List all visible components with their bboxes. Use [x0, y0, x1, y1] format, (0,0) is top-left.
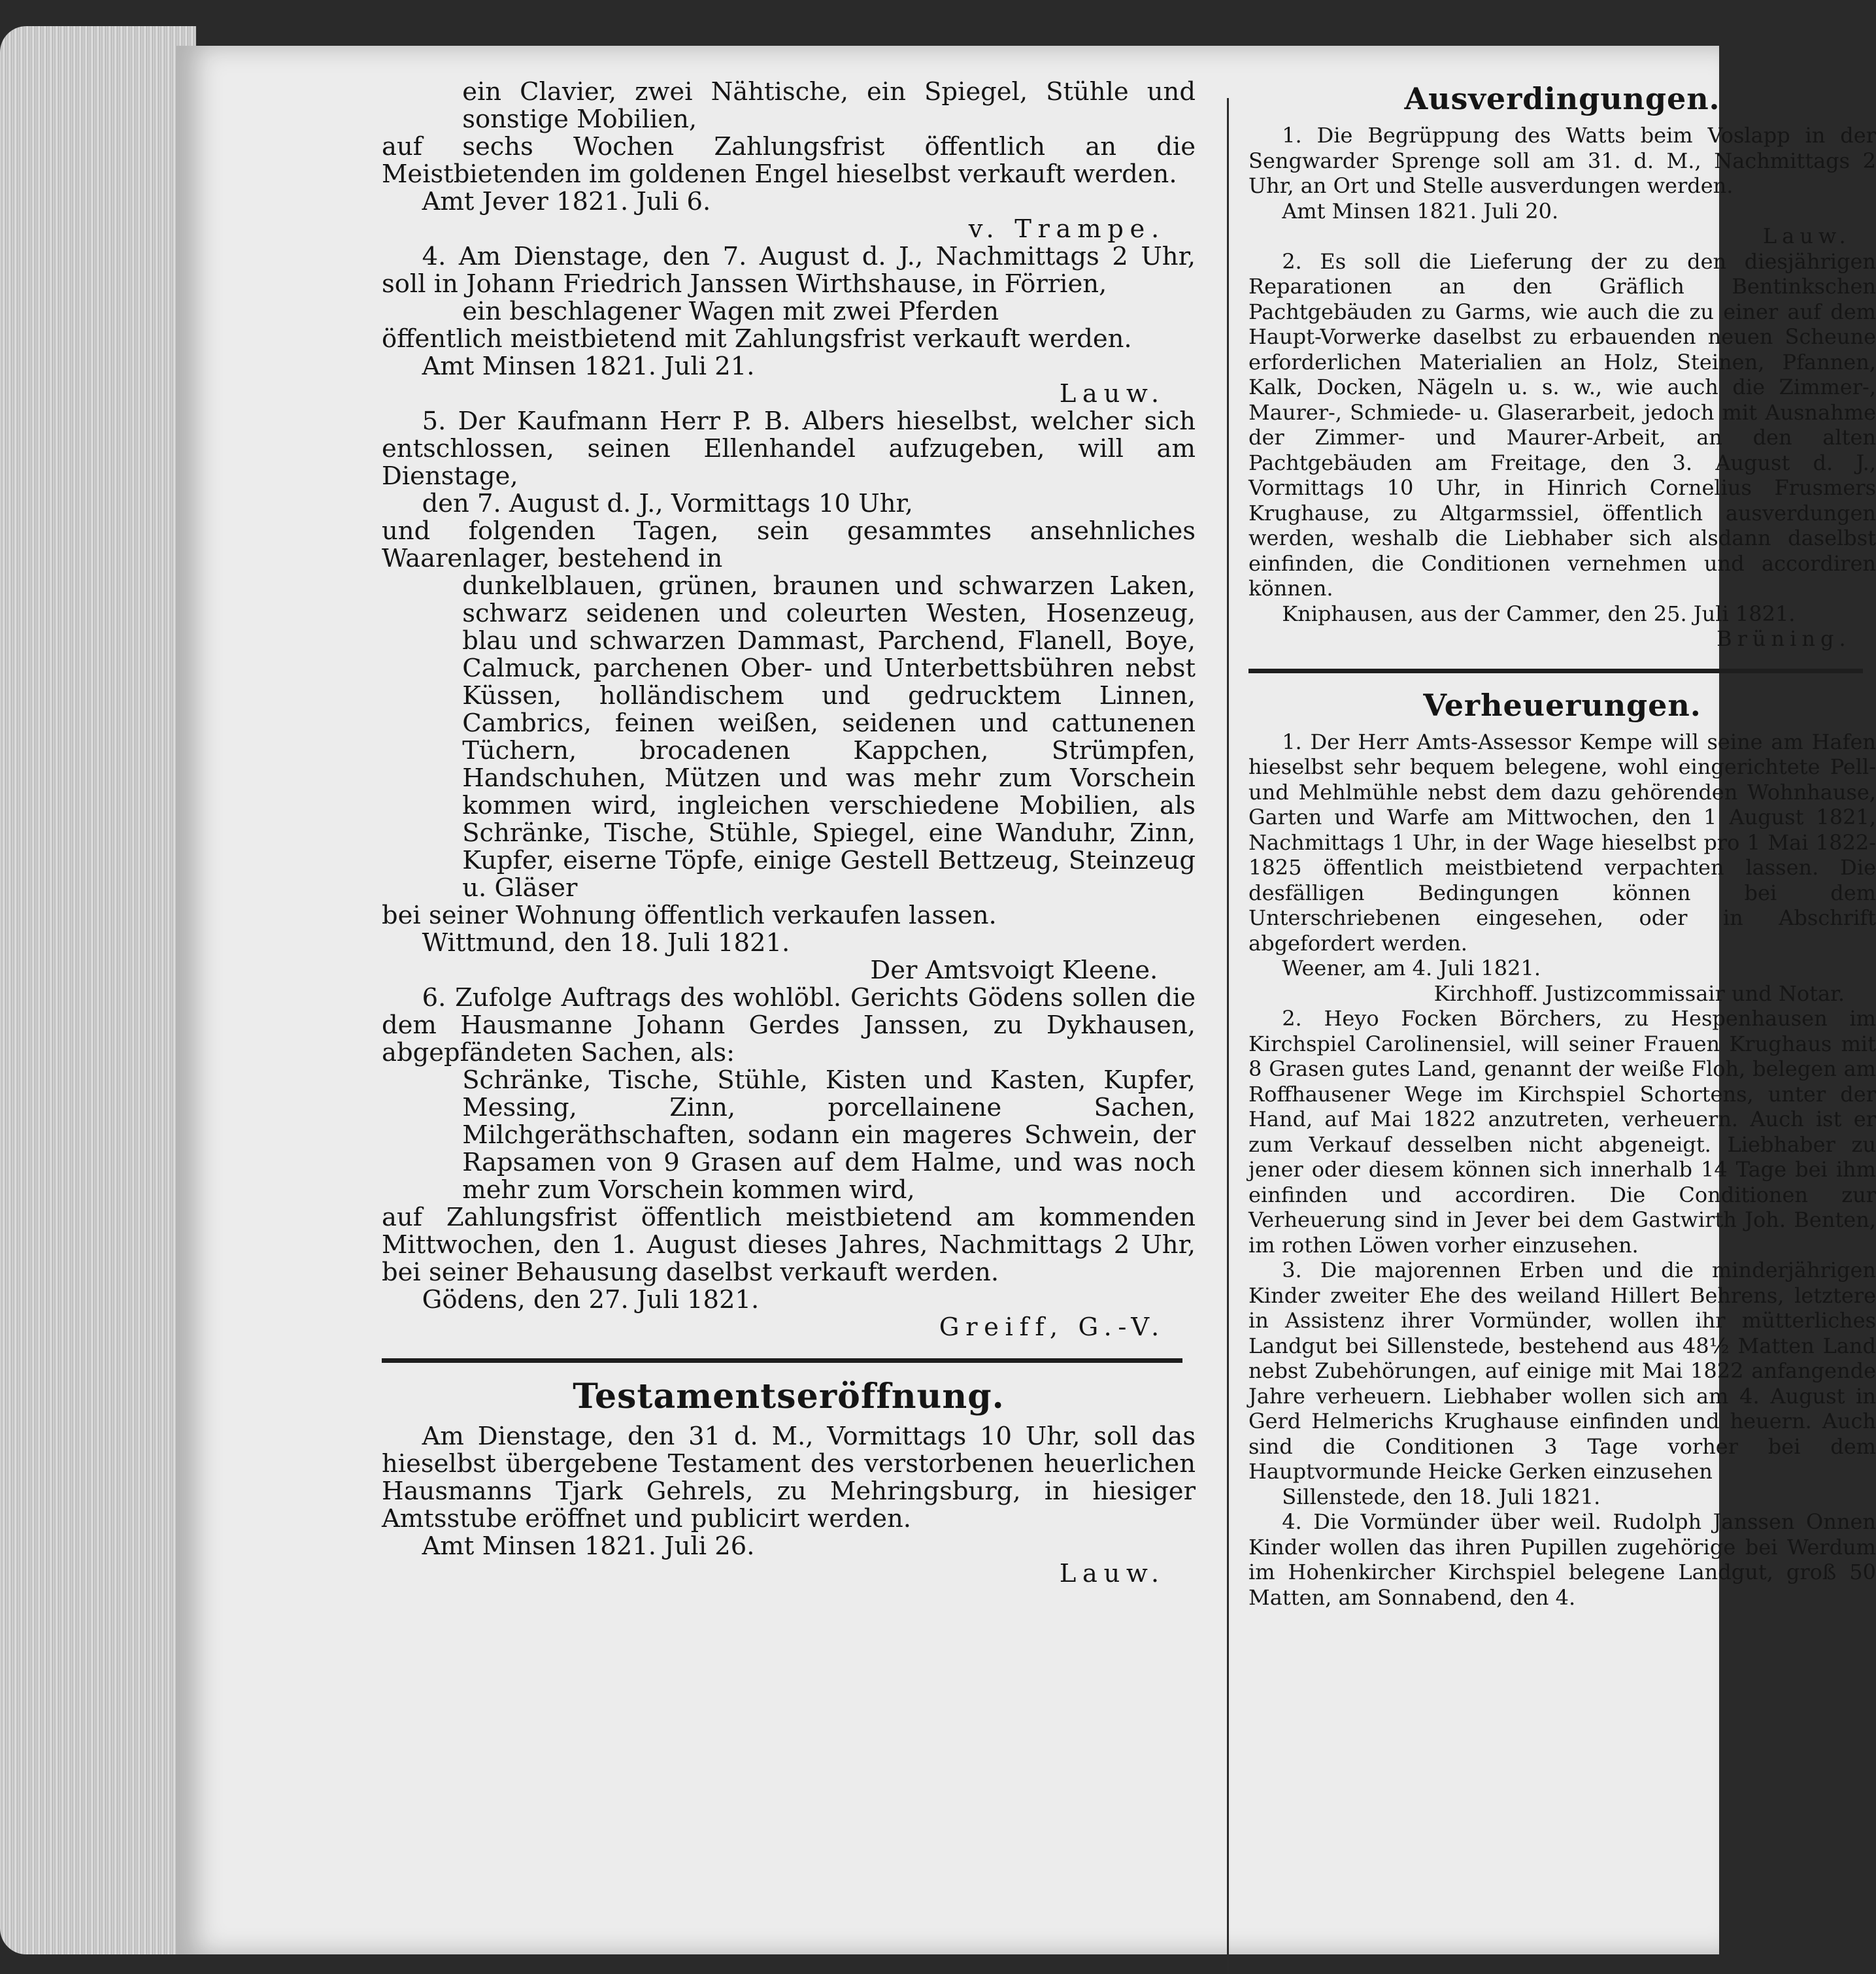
body-text: den 7. August d. J., Vormittags 10 Uhr,: [422, 489, 913, 518]
place-date: Amt Minsen 1821. Juli 20.: [1282, 198, 1559, 224]
place-date: Amt Jever 1821. Juli 6.: [422, 187, 711, 216]
place-date: Gödens, den 27. Juli 1821.: [422, 1285, 760, 1314]
signature: Lauw.: [1762, 224, 1851, 248]
place-date: Amt Minsen 1821. Juli 21.: [422, 352, 755, 381]
place-date: Kniphausen, aus der Cammer, den 25. Juli 1821.: [1282, 601, 1796, 626]
notice-paragraph: Am Dienstage, den 31 d. M., Vormittags 10 Uhr, soll das hieselbst übergebene Testament des verstorbenen heuerlichen Hausmanns Tjark Gehrels, zu Mehringsburg, in hiesiger Amtsstube eröffnet und publicirt werden.: [382, 1422, 1196, 1533]
section-divider: [382, 1358, 1182, 1363]
notice-paragraph: 6. Zufolge Auftrags des wohlöbl. Gerichts Gödens sollen die dem Hausmanne Johann Gerdes Janssen, zu Dykhausen, abgepfändeten Sachen, als:: [382, 983, 1196, 1067]
signature: Kirchhoff. Justizcommissair und Notar.: [1433, 980, 1845, 1006]
item-list: ein beschlagener Wagen mit zwei Pferden: [462, 297, 999, 326]
newspaper-page: [176, 46, 1876, 1954]
notice-paragraph: 1. Der Herr Amts-Assessor Kempe will seine am Hafen hieselbst sehr bequem belegene, wohl eingerichtete Pell- und Mehlmühle nebst dem dazu gehörenden Wohnhause, Garten und Warfe am Mittwochen, den 1 August 1821, Nachmittags 1 Uhr, in der Wage hieselbst pro 1 Mai 1822-1825 öffentlich meistbietend verpachten lassen. Die desfälligen Bedingungen können bei dem Unterschriebenen eingesehen, oder in Abschrift abgefordert werden.: [1248, 729, 1876, 956]
place-date: Sillenstede, den 18. Juli 1821.: [1282, 1484, 1601, 1509]
notice-paragraph: 2. Es soll die Lieferung der zu den diesjährigen Reparationen an den Gräflich Bentinkschen Pachtgebäuden zu Garms, wie auch die zu einer auf dem Haupt-Vorwerke daselbst zu erbauenden neuen Scheune erforderlichen Materialien an Holz, Steinen, Pfannen, Kalk, Docken, Nägeln u. s. w., wie auch die Zimmer-, Maurer-, Schmiede- u. Glaserarbeit, jedoch mit Ausnahme der Zimmer- und Maurer-Arbeit, an den alten Pachtgebäuden am Freitage, den 3. August d. J., Vormittags 10 Uhr, in Hinrich Cornelius Frusmers Krughause, zu Altgarmssiel, öffentlich ausverdungen werden, weshalb die Liebhaber sich alsdann daselbst einfinden, die Conditionen vernehmen und accordiren können.: [1248, 248, 1876, 601]
body-text: bei seiner Wohnung öffentlich verkaufen lassen.: [382, 901, 997, 930]
item-list: dunkelblauen, grünen, braunen und schwarzen Laken, schwarz seidenen und coleurten Westen, Hosenzeug, blau und schwarzen Dammast, Parchend, Flanell, Boye, Calmuck, parchenen Ober- und Unterbettsbühren nebst Küssen, holländischem und gedrucktem Linnen, Cambrics, feinen weißen, seidenen und cattunenen Tüchern, brocadenen Kappchen, Strümpfen, Handschuhen, Mützen und was mehr zum Vorschein kommen wird, ingleichen verschiedene Mobilien, als Schränke, Tische, Stühle, Spiegel, eine Wanduhr, Zinn, Kupfer, eiserne Töpfe, einige Gestell Bettzeug, Steinzeug u. Gläser: [462, 571, 1196, 903]
place-date: Weener, am 4. Juli 1821.: [1282, 956, 1541, 980]
signature: Lauw.: [1059, 1559, 1165, 1588]
signature: Greiff, G.-V.: [939, 1313, 1165, 1342]
book-page-edges: [0, 26, 196, 1954]
body-text: und folgenden Tagen, sein gesammtes ansehnliches Waarenlager, bestehend in: [382, 516, 1196, 573]
body-text: auf sechs Wochen Zahlungsfrist öffentlich an die Meistbietenden im goldenen Engel hieselbst verkauft werden.: [382, 132, 1196, 189]
place-date: Wittmund, den 18. Juli 1821.: [422, 928, 790, 958]
signature: Lauw.: [1059, 379, 1165, 409]
notice-paragraph: 4. Am Dienstage, den 7. August d. J., Nachmittags 2 Uhr, soll in Johann Friedrich Janssen Wirthshause, in Förrien,: [382, 242, 1196, 299]
item-list: Schränke, Tische, Stühle, Kisten und Kasten, Kupfer, Messing, Zinn, porcellainene Sachen, Milchgeräthschaften, sodann ein mageres Schwein, der Rapsamen von 9 Grasen auf dem Halme, und was noch mehr zum Vorschein kommen wird,: [462, 1065, 1196, 1205]
place-date: Amt Minsen 1821. Juli 26.: [422, 1531, 755, 1561]
left-column: [382, 46, 1196, 1954]
section-heading: Testamentseröffnung.: [573, 1377, 1005, 1416]
signature: Der Amtsvoigt Kleene.: [870, 956, 1158, 985]
section-heading: Ausverdingungen.: [1404, 81, 1720, 116]
signature: Brüning.: [1717, 626, 1851, 651]
body-text: auf Zahlungsfrist öffentlich meistbietend am kommenden Mittwochen, den 1. August dieses Jahres, Nachmittags 2 Uhr, bei seiner Behausung daselbst verkauft werden.: [382, 1203, 1196, 1287]
notice-paragraph: 5. Der Kaufmann Herr P. B. Albers hieselbst, welcher sich entschlossen, seinen Ellenhandel aufzugeben, will am Dienstage,: [382, 407, 1196, 491]
notice-paragraph: 3. Die majorennen Erben und die minderjährigen Kinder zweiter Ehe des weiland Hillert Behrens, letztere in Assistenz ihrer Vormünder, wollen ihr mütterliches Landgut bei Sillenstede, bestehend aus 48½ Matten Land nebst Zubehörungen, auf einige mit Mai 1822 anfangende Jahre verheuern. Liebhaber wollen sich am 4. August in Gerd Helmerichs Krughause einfinden und heuern. Auch sind die Conditionen 3 Tage vorher bei dem Hauptvormunde Heicke Gerken einzusehen: [1248, 1258, 1876, 1484]
section-heading: Verheuerungen.: [1423, 687, 1701, 723]
notice-paragraph: 2. Heyo Focken Börchers, zu Hespenhausen im Kirchspiel Carolinensiel, will seiner Frauen Krughaus mit 8 Grasen gutes Land, genannt der weiße Floh, belegen am Roffhausener Wege im Kirchspiel Schortens, unter der Hand, auf Mai 1822 anzutreten, verheuern. Auch ist er zum Verkauf desselben nicht abgeneigt. Liebhaber zu jener oder diesem können sich innerhalb 14 Tage bei ihm einfinden und accordiren. Die Conditionen zur Verheuerung sind in Jever bei dem Gastwirth Joh. Benten, im rothen Löwen vorher einzusehen.: [1248, 1006, 1876, 1258]
notice-paragraph: 4. Die Vormünder über weil. Rudolph Janssen Onnen Kinder wollen das ihren Pupillen zugehörige bei Werdum im Hohenkircher Kirchspiel belegene Landgut, groß 50 Matten, am Sonnabend, den 4.: [1248, 1509, 1876, 1610]
right-column: [1248, 46, 1876, 1954]
body-text: öffentlich meistbietend mit Zahlungsfrist verkauft werden.: [382, 324, 1132, 354]
column-divider: [1227, 98, 1229, 1974]
item-list: ein Clavier, zwei Nähtische, ein Spiegel, Stühle und sonstige Mobilien,: [462, 77, 1196, 134]
section-divider: [1248, 669, 1863, 673]
signature: v. Trampe.: [968, 214, 1165, 244]
notice-paragraph: 1. Die Begrüppung des Watts beim Voslapp in der Sengwarder Sprenge soll am 31. d. M., Nachmittags 2 Uhr, an Ort und Stelle ausverdungen werden.: [1248, 123, 1876, 198]
